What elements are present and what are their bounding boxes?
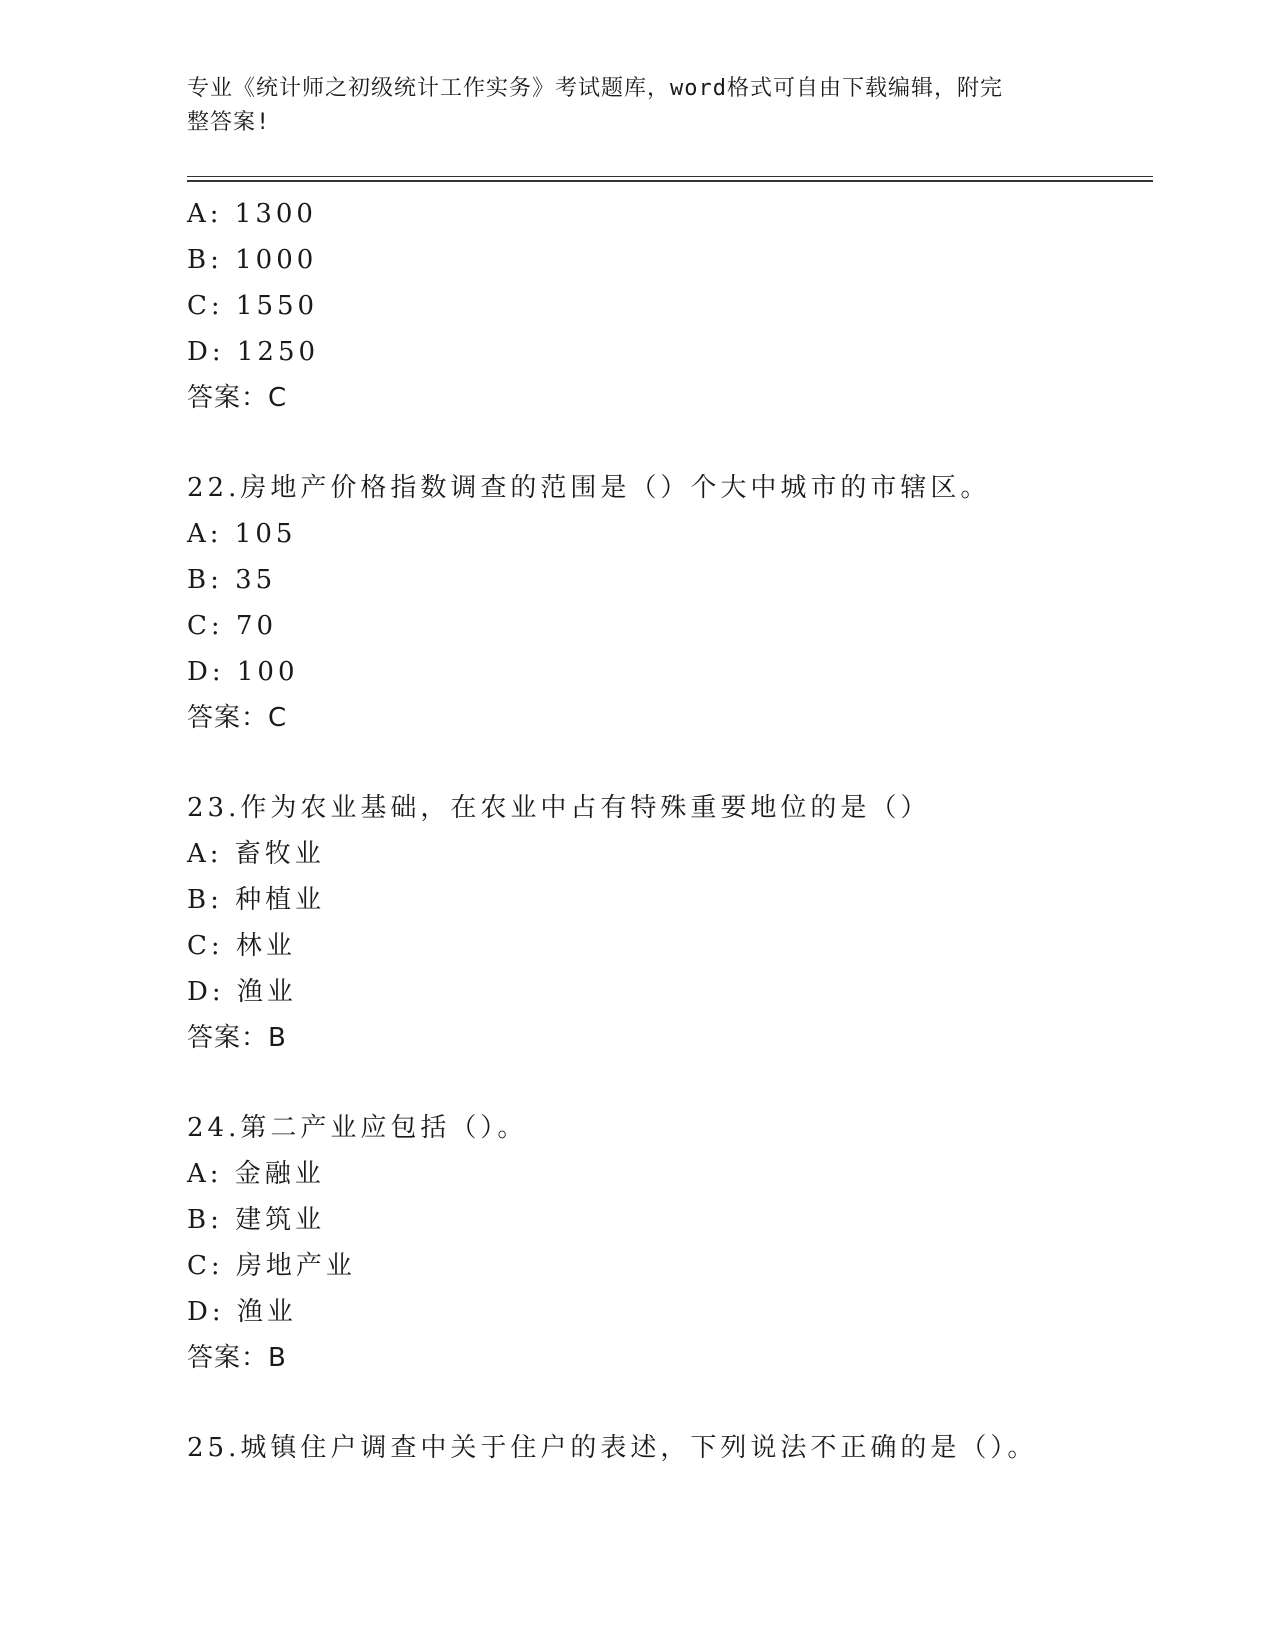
question-text: 24.第二产业应包括（）。: [187, 1113, 528, 1143]
spacer: [187, 741, 1153, 785]
option-c: C: 70: [187, 611, 278, 641]
option-a: A: 金融业: [187, 1159, 325, 1189]
option-d: D: 渔业: [187, 1297, 297, 1327]
question-list: [187, 191, 1153, 1471]
question-23-block: [187, 785, 1153, 1061]
header-divider-thin: [187, 176, 1153, 177]
answer-line: 答案：B: [187, 1023, 287, 1053]
question-22-block: [187, 465, 1153, 741]
option-c: C: 林业: [187, 931, 296, 961]
header-line-1: 专业《统计师之初级统计工作实务》考试题库，word格式可自由下载编辑，附完: [187, 76, 1003, 101]
option-d: D: 1250: [187, 337, 320, 367]
question-25-block: [187, 1425, 1153, 1471]
answer-line: 答案：C: [187, 703, 288, 733]
header-divider-thick: [187, 180, 1153, 182]
question-text: 25.城镇住户调查中关于住户的表述，下列说法不正确的是（）。: [187, 1433, 1038, 1463]
option-b: B: 建筑业: [187, 1205, 326, 1235]
option-b: B: 35: [187, 565, 277, 595]
option-c: C: 房地产业: [187, 1251, 356, 1281]
option-b: B: 种植业: [187, 885, 326, 915]
spacer: [187, 1061, 1153, 1105]
spacer: [187, 1381, 1153, 1425]
question-text: 22.房地产价格指数调查的范围是（）个大中城市的市辖区。: [187, 473, 991, 503]
option-a: A: 1300: [187, 199, 317, 229]
question-text: 23.作为农业基础，在农业中占有特殊重要地位的是（）: [187, 793, 931, 823]
document-header: [187, 72, 1087, 140]
question-24-block: [187, 1105, 1153, 1381]
option-a: A: 105: [187, 519, 297, 549]
option-d: D: 100: [187, 657, 299, 687]
question-21-block: [187, 191, 1153, 421]
answer-line: 答案：B: [187, 1343, 287, 1373]
option-b: B: 1000: [187, 245, 318, 275]
option-c: C: 1550: [187, 291, 319, 321]
option-a: A: 畜牧业: [187, 839, 325, 869]
answer-line: 答案：C: [187, 383, 288, 413]
header-line-2: 整答案!: [187, 110, 271, 135]
option-d: D: 渔业: [187, 977, 297, 1007]
spacer: [187, 421, 1153, 465]
